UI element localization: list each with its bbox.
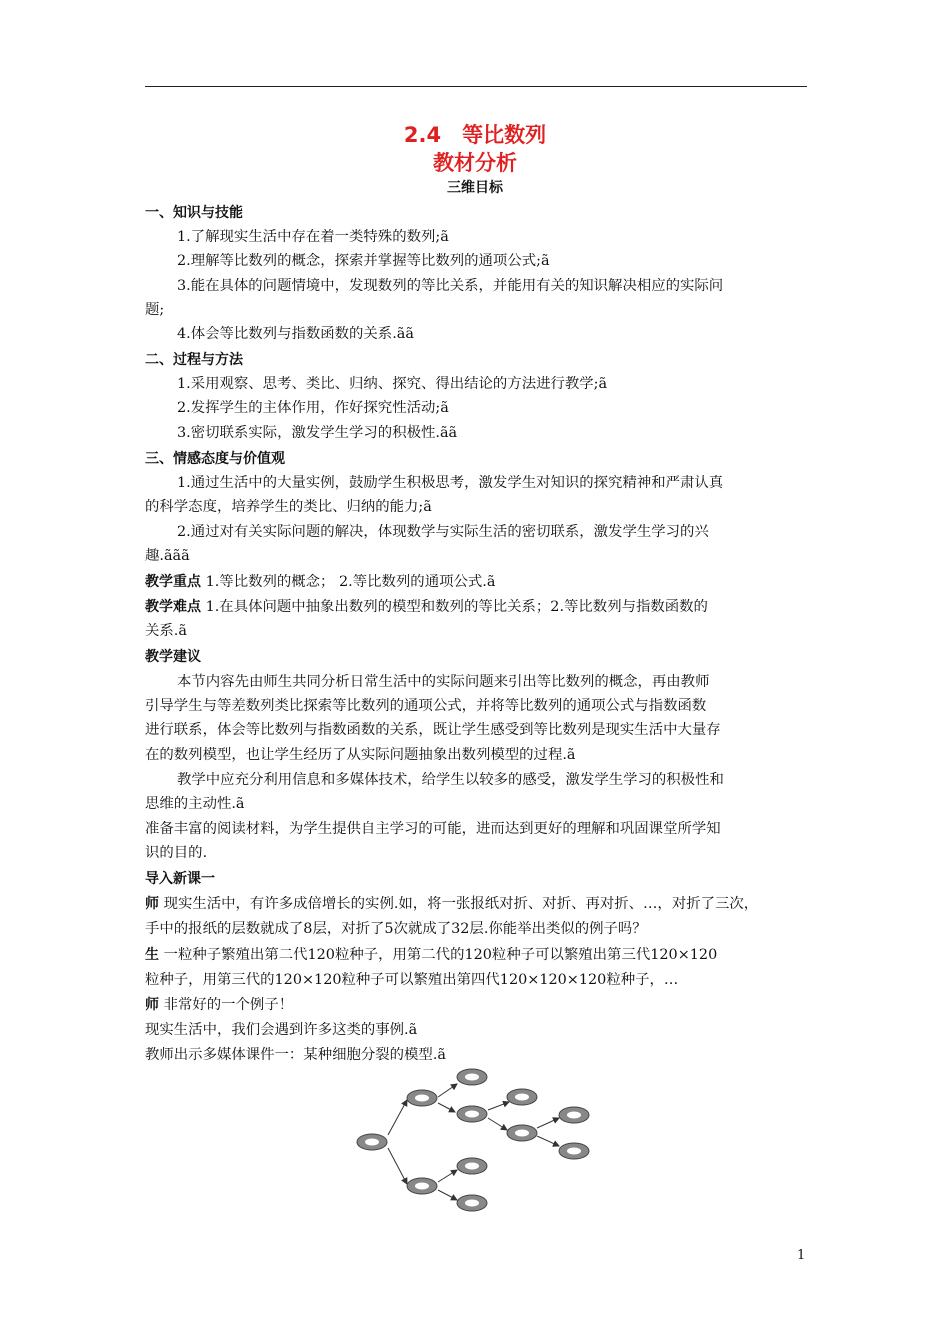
suggestion-line: 准备丰富的阅读材料，为学生提供自主学习的可能，进而达到更好的理解和巩固课堂所学知 xyxy=(145,821,721,837)
suggestion-line: 识的目的. xyxy=(145,845,208,861)
suggestion-line: 教学中应充分利用信息和多媒体技术，给学生以较多的感受，激发学生学习的积极性和 xyxy=(177,772,724,788)
intro-line: 现实生活中，我们会遇到许多这类的事例.ã xyxy=(145,1022,418,1038)
suggestion-line: 在的数列模型，也让学生经历了从实际问题抽象出数列模型的过程.ã xyxy=(145,747,576,763)
student-label: 生 xyxy=(145,947,159,963)
knowledge-item: 4.体会等比数列与指数函数的关系.ãã xyxy=(177,326,414,342)
cell-division-diagram xyxy=(345,1060,605,1220)
header-rule xyxy=(145,86,807,87)
difficulties-line xyxy=(145,597,810,617)
knowledge-item: 2.理解等比数列的概念，探索并掌握等比数列的通项公式;ã xyxy=(177,253,550,269)
key-points-line xyxy=(145,572,810,592)
student-text: 一粒种子繁殖出第二代120粒种子，用第二代的120粒种子可以繁殖出第三代120×120 xyxy=(163,947,718,963)
section-title: 2.4 等比数列 xyxy=(403,123,547,147)
difficulties-text-cont: 关系.ã xyxy=(145,623,187,639)
key-points-label: 教学重点 xyxy=(145,574,201,590)
suggestion-line: 引导学生与等差数列类比探索等比数列的通项公式，并将等比数列的通项公式与指数函数 xyxy=(145,698,707,714)
teacher-text-cont: 手中的报纸的层数就成了8层，对折了5次就成了32层.你能举出类似的例子吗？ xyxy=(145,921,647,937)
cell-node xyxy=(357,1069,589,1211)
process-heading: 二、过程与方法 xyxy=(145,352,243,368)
suggestion-line: 进行联系，体会等比数列与指数函数的关系，既让学生感受到等比数列是现实生活中大量存 xyxy=(145,722,721,738)
teacher-label: 师 xyxy=(145,997,159,1013)
process-item: 2.发挥学生的主体作用，作好探究性活动;ã xyxy=(177,400,449,416)
section-subtitle: 教材分析 xyxy=(433,151,517,175)
suggestions-heading: 教学建议 xyxy=(145,649,201,665)
knowledge-item: 题; xyxy=(145,302,165,318)
emotion-item: 趣.ããã xyxy=(145,548,190,564)
process-item: 3.密切联系实际，激发学生学习的积极性.ãã xyxy=(177,425,458,441)
teacher-line xyxy=(145,894,810,914)
teacher-label: 师 xyxy=(145,896,159,912)
knowledge-heading: 一、知识与技能 xyxy=(145,205,243,221)
emotion-item: 的科学态度，培养学生的类比、归纳的能力;ã xyxy=(145,499,432,515)
process-item: 1.采用观察、思考、类比、归纳、探究、得出结论的方法进行教学;ã xyxy=(177,376,608,392)
student-text-cont: 粒种子，用第三代的120×120粒种子可以繁殖出第四代120×120×120粒种子，… xyxy=(145,972,679,988)
emotion-item: 1.通过生活中的大量实例，鼓励学生积极思考，激发学生对知识的探究精神和严肃认真 xyxy=(177,475,724,491)
key-points-text: 1.等比数列的概念； 2.等比数列的通项公式.ã xyxy=(205,574,496,590)
difficulties-label: 教学难点 xyxy=(145,599,201,615)
goals-heading: 三维目标 xyxy=(447,180,503,196)
teacher-text: 非常好的一个例子！ xyxy=(163,997,294,1013)
page-number: 1 xyxy=(797,1248,806,1263)
teacher-line xyxy=(145,995,810,1015)
intro-heading: 导入新课一 xyxy=(145,871,215,887)
knowledge-item: 3.能在具体的问题情境中，发现数列的等比关系，并能用有关的知识解决相应的实际问 xyxy=(177,278,724,294)
student-line xyxy=(145,945,810,965)
teacher-text: 现实生活中，有许多成倍增长的实例.如，将一张报纸对折、对折、再对折、…，对折了三次， xyxy=(163,896,759,912)
suggestion-line: 本节内容先由师生共同分析日常生活中的实际问题来引出等比数列的概念，再由教师 xyxy=(177,674,710,690)
intro-line: 教师出示多媒体课件一：某种细胞分裂的模型.ã xyxy=(145,1047,446,1063)
difficulties-text: 1.在具体问题中抽象出数列的模型和数列的等比关系；2.等比数列与指数函数的 xyxy=(205,599,708,615)
suggestion-line: 思维的主动性.ã xyxy=(145,796,245,812)
emotion-item: 2.通过对有关实际问题的解决，体现数学与实际生活的密切联系，激发学生学习的兴 xyxy=(177,524,709,540)
knowledge-item: 1.了解现实生活中存在着一类特殊的数列;ã xyxy=(177,229,449,245)
emotion-heading: 三、情感态度与价值观 xyxy=(145,451,285,467)
